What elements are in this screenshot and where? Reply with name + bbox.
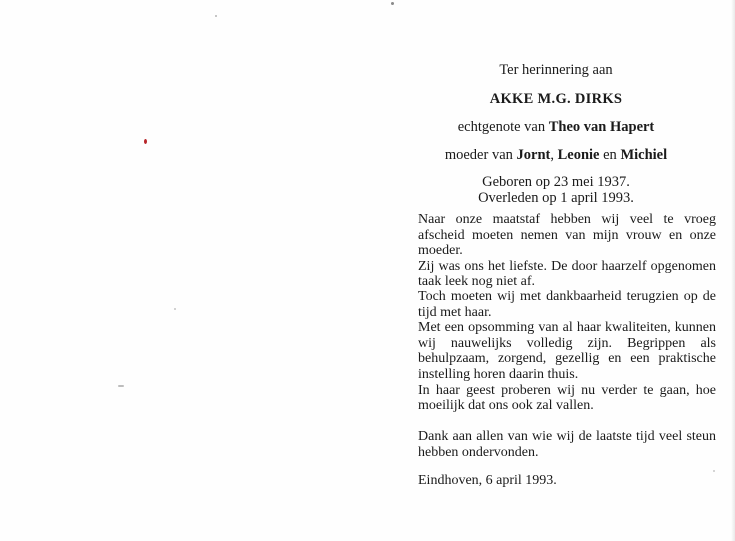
child-name: Michiel	[620, 147, 668, 163]
text-line: In haar geest proberen wij nu verder te gaan, hoe moeilijk dat ons ook zal vallen.	[418, 382, 716, 414]
card-edge	[731, 0, 735, 541]
child-name: Leonie	[557, 147, 600, 163]
children-conjunction: en	[603, 147, 617, 163]
text-line: Toch moeten wij met dankbaarheid terugzien op de tijd met haar.	[418, 289, 716, 320]
ink-speck	[144, 139, 147, 144]
birth-date: Geboren op 23 mei 1937.	[482, 174, 630, 190]
text-line: Eindhoven, 6 april 1993.	[418, 473, 557, 488]
death-date: Overleden op 1 april 1993.	[478, 190, 634, 206]
deceased-name: AKKE M.G. DIRKS	[489, 91, 623, 107]
life-dates	[396, 174, 716, 206]
child-name: Jornt	[516, 147, 551, 163]
children-line: moeder van Jornt, Leonie en Michiel	[444, 147, 668, 163]
dust-speck	[174, 308, 176, 310]
paragraph-2	[418, 289, 716, 414]
spouse-line	[396, 119, 716, 136]
text-line: Naar onze maatstaf hebben wij veel te vroeg afscheid moeten nemen van mijn vrouw en onze moeder.	[418, 212, 716, 259]
paragraph-1	[418, 212, 716, 290]
text-line: Met een opsomming van al haar kwaliteiten, kunnen wij nauwelijks volledig zijn. Begrippen als behulpzaam, zorgend, gezellig en een praktische instelling horen daarin thuis.	[418, 320, 716, 382]
children-prefix: moeder van	[444, 147, 513, 163]
dust-speck	[391, 2, 394, 5]
text-line: Dank aan allen van wie wij de laatste tijd veel steun hebben ondervonden.	[418, 429, 716, 460]
place-date	[418, 473, 716, 489]
intro-line: Ter herinnering aan	[499, 62, 613, 78]
text-line: Zij was ons het liefste. De door haarzelf opgenomen taak leek nog niet af.	[418, 258, 716, 290]
dust-speck	[713, 470, 715, 472]
dust-speck	[215, 15, 217, 17]
dust-speck	[118, 385, 124, 387]
spouse-name: Theo van Hapert	[548, 119, 655, 135]
thanks-paragraph	[418, 429, 716, 460]
spouse-prefix: echtgenote van	[457, 119, 546, 135]
